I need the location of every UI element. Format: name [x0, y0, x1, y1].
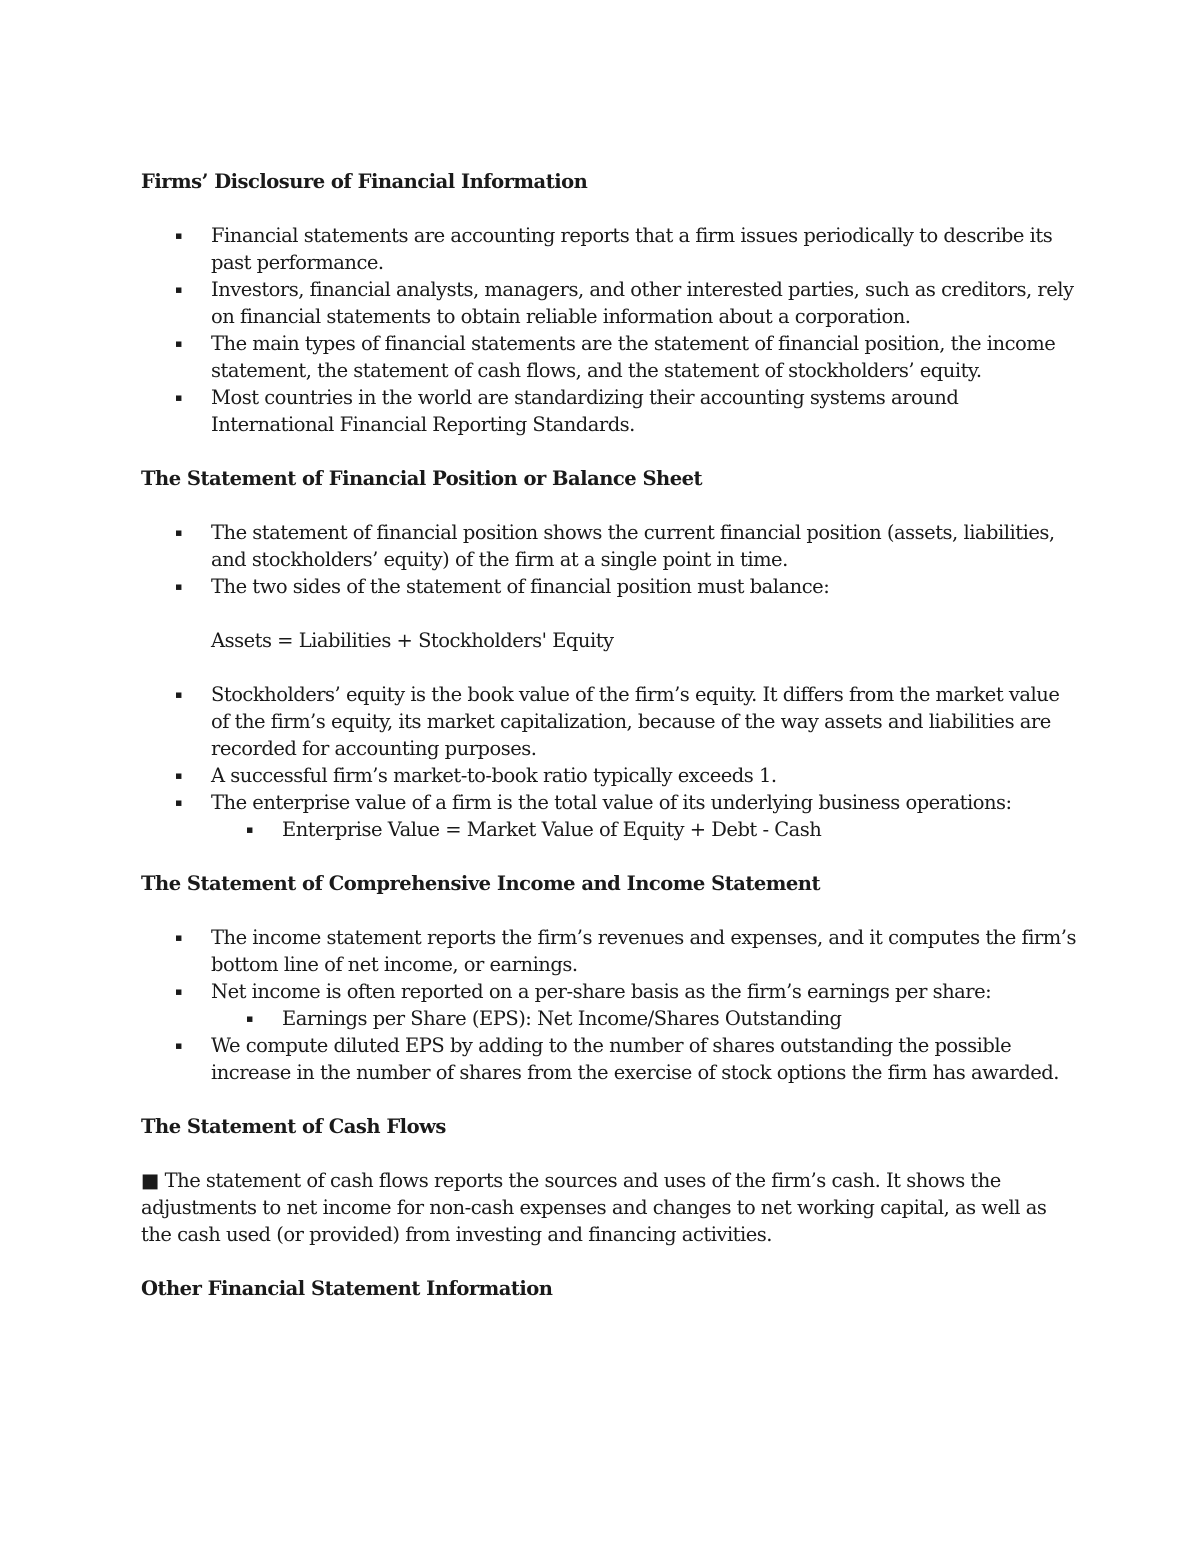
section-heading-income-statement: The Statement of Comprehensive Income and Income Statement [141, 872, 820, 895]
sub-bullet-list [211, 816, 1076, 843]
bullet-icon: ▪ [175, 1039, 182, 1052]
bullet-icon: ▪ [175, 985, 182, 998]
bullet-list [141, 519, 1076, 600]
bullet-icon: ▪ [175, 580, 182, 593]
cash-flows-paragraph: ■ The statement of cash flows reports the sources and uses of the firm’s cash. It shows the adjustments to net income for non-cash expenses and changes to net working capital, as well as the cash used (or provided) from investing and financing activities. [141, 1169, 1047, 1246]
bullet-icon: ▪ [175, 391, 182, 404]
list-item: ▪ We compute diluted EPS by adding to the number of shares outstanding the possible increase in the number of shares from the exercise of stock options the firm has awarded. [175, 1034, 1059, 1084]
bullet-icon: ▪ [175, 229, 182, 242]
list-item: ▪ A successful firm’s market-to-book ratio typically exceeds 1. [175, 764, 777, 787]
sub-list-item: ▪ Enterprise Value = Market Value of Equity + Debt - Cash [246, 818, 822, 841]
bullet-list [141, 681, 1076, 843]
bullet-list [141, 222, 1076, 438]
bullet-icon: ▪ [175, 283, 182, 296]
list-item: ▪ Net income is often reported on a per-share basis as the firm’s earnings per share: ▪ Earnings per Share (EPS): Net Income/Shares Outstanding [211, 978, 1076, 1032]
bullet-icon: ▪ [175, 796, 182, 809]
sub-bullet-list [211, 1005, 1076, 1032]
document-page [141, 168, 1076, 1302]
section-heading-cash-flows: The Statement of Cash Flows [141, 1115, 446, 1138]
section-heading-other-info: Other Financial Statement Information [141, 1277, 553, 1300]
sub-list-item: ▪ Earnings per Share (EPS): Net Income/Shares Outstanding [246, 1007, 842, 1030]
list-item: ▪ Financial statements are accounting reports that a firm issues periodically to describe its past performance. [175, 224, 1053, 274]
bullet-icon: ▪ [246, 1012, 253, 1025]
list-item: ▪ The statement of financial position shows the current financial position (assets, liabilities, and stockholders’ equity) of the firm at a single point in time. [175, 521, 1055, 571]
list-item: ▪ The two sides of the statement of financial position must balance: [175, 575, 830, 598]
bullet-list [141, 924, 1076, 1086]
section-heading-disclosure: Firms’ Disclosure of Financial Information [141, 170, 588, 193]
list-item: ▪ Investors, financial analysts, managers, and other interested parties, such as creditors, rely on financial statements to obtain reliable information about a corporation. [175, 278, 1074, 328]
list-item: ▪ The main types of financial statements are the statement of financial position, the income statement, the statement of cash flows, and the statement of stockholders’ equity. [175, 332, 1056, 382]
bullet-icon: ▪ [175, 769, 182, 782]
list-item: ▪ The income statement reports the firm’s revenues and expenses, and it computes the firm’s bottom line of net income, or earnings. [175, 926, 1076, 976]
bullet-icon: ▪ [175, 688, 182, 701]
list-item: ▪ The enterprise value of a firm is the total value of its underlying business operations: ▪ Enterprise Value = Market Value of Equity + Debt - Cash [211, 789, 1076, 843]
section-heading-balance-sheet: The Statement of Financial Position or Balance Sheet [141, 467, 703, 490]
list-item: ▪ Stockholders’ equity is the book value of the firm’s equity. It differs from the market value of the firm’s equity, its market capitalization, because of the way assets and liabilities are recorded for accounting purposes. [175, 683, 1060, 760]
bullet-icon: ▪ [175, 337, 182, 350]
bullet-icon: ▪ [246, 823, 253, 836]
bullet-icon: ▪ [175, 526, 182, 539]
balance-equation: Assets = Liabilities + Stockholders' Equity [211, 629, 614, 652]
bullet-icon: ▪ [175, 931, 182, 944]
list-item: ▪ Most countries in the world are standardizing their accounting systems around International Financial Reporting Standards. [175, 386, 959, 436]
